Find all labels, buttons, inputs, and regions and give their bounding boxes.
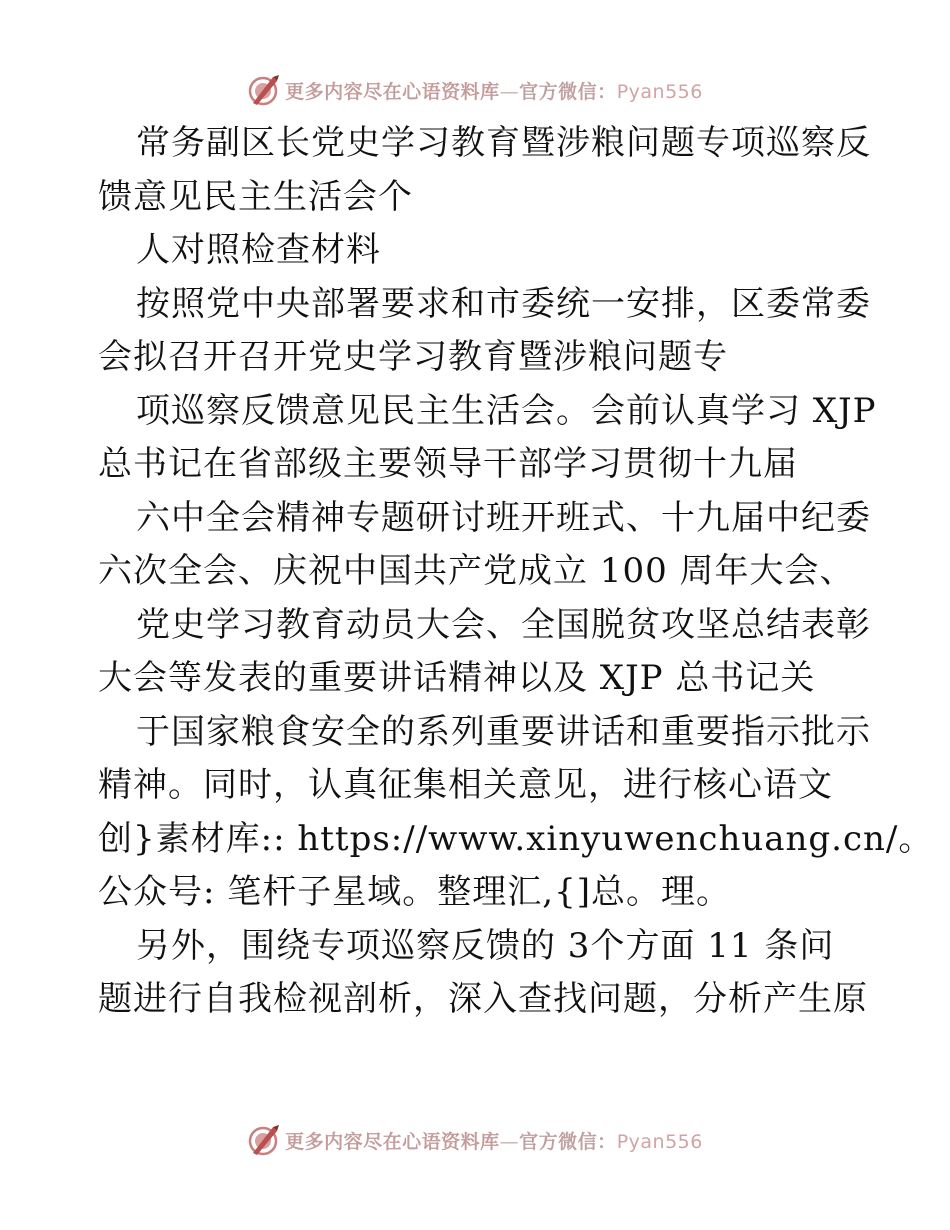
text-line: 题进行自我检视剖析，深入查找问题，分析产生原	[98, 979, 868, 1019]
watermark-separator: —	[499, 80, 520, 103]
watermark-wechat-id: Pyan556	[616, 80, 703, 103]
text-line: 按照党中央部署要求和市委统一安排，区委常委	[136, 283, 871, 324]
quill-logo-icon	[247, 1123, 281, 1157]
footer-watermark	[0, 1120, 950, 1160]
watermark-text	[285, 1127, 703, 1154]
watermark-main-text: 更多内容尽在心语资料库	[285, 80, 500, 103]
text-line: 项巡察反馈意见民主生活会。会前认真学习 XJP	[136, 390, 877, 431]
watermark-official-label: 官方微信：	[519, 80, 617, 103]
text-line: 创}素材库:: https://www.xinyuwenchuang.cn/。	[98, 818, 934, 859]
document-body	[98, 117, 934, 1027]
text-line: 精神。同时，认真征集相关意见，进行核心语文	[98, 765, 833, 805]
watermark-main-text: 更多内容尽在心语资料库	[285, 1130, 500, 1153]
watermark-text	[285, 77, 703, 104]
quill-logo-icon	[247, 73, 281, 107]
text-line: 公众号: 笔杆子星域。整理汇,{]总。理。	[98, 872, 731, 912]
text-line: 于国家粮食安全的系列重要讲话和重要指示批示	[136, 711, 871, 752]
text-line: 总书记在省部级主要领导干部学习贯彻十九届	[98, 444, 798, 484]
text-line: 大会等发表的重要讲话精神以及 XJP 总书记关	[98, 658, 816, 698]
watermark-official-label: 官方微信：	[519, 1130, 617, 1153]
text-line: 另外，围绕专项巡察反馈的 3个方面 11 条问	[136, 925, 835, 966]
text-line: 六次全会、庆祝中国共产党成立 100 周年大会、	[98, 551, 855, 591]
text-line: 会拟召开召开党史学习教育暨涉粮问题专	[98, 337, 728, 377]
text-line: 常务副区长党史学习教育暨涉粮问题专项巡察反	[136, 123, 871, 163]
text-line: 馈意见民主生活会个	[98, 176, 413, 217]
header-watermark	[0, 70, 950, 110]
text-line: 人对照检查材料	[136, 230, 381, 270]
watermark-separator: —	[499, 1130, 520, 1153]
text-line: 六中全会精神专题研讨班开班式、十九届中纪委	[136, 497, 871, 538]
text-line: 党史学习教育动员大会、全国脱贫攻坚总结表彰	[136, 604, 871, 645]
watermark-wechat-id: Pyan556	[616, 1130, 703, 1153]
